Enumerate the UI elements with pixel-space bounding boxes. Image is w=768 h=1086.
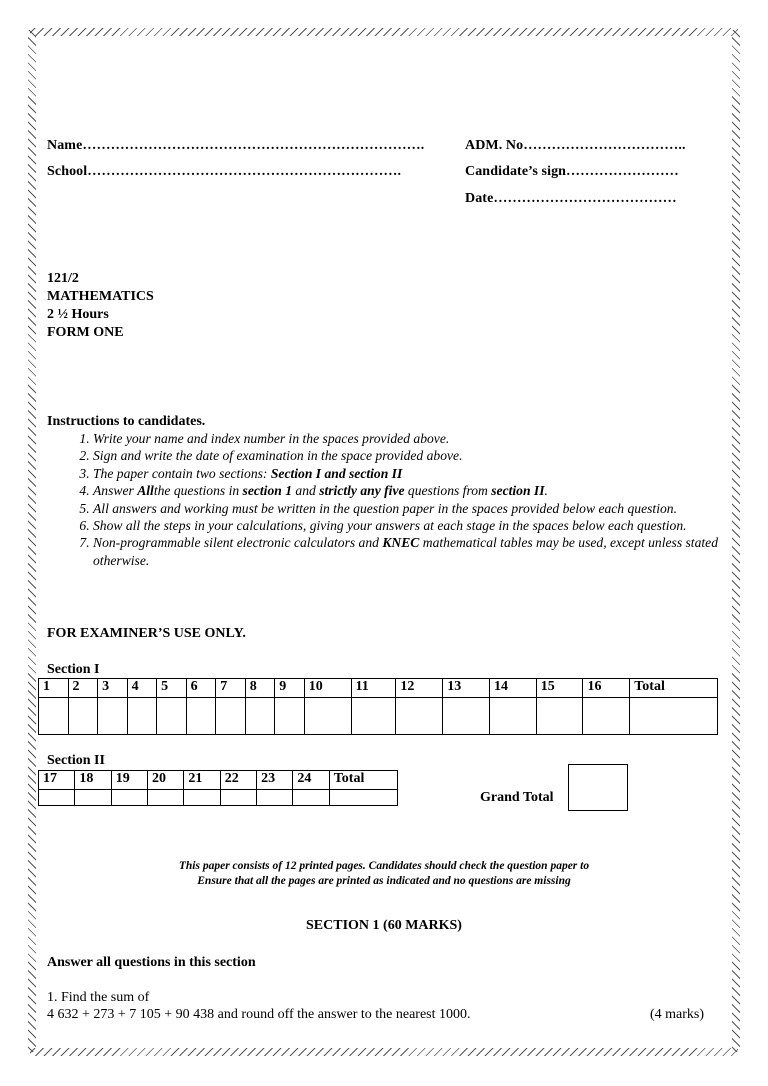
score-cell[interactable]	[98, 698, 128, 735]
table-header-cell: 24	[293, 771, 329, 790]
instruction-item: 5. All answers and working must be written in the question paper in the spaces provided below each question.	[93, 500, 763, 517]
section1-table-label: Section I	[47, 662, 100, 677]
grand-total-label: Grand Total	[480, 790, 554, 805]
table-header-cell: 14	[489, 679, 536, 698]
instructions-title: Instructions to candidates.	[47, 414, 206, 429]
table-header-cell: 21	[184, 771, 220, 790]
score-cell[interactable]	[396, 698, 443, 735]
score-cell[interactable]	[443, 698, 490, 735]
score-cell[interactable]	[329, 790, 397, 806]
printed-pages-note-line1: This paper consists of 12 printed pages. Candidates should check the question paper to	[178, 860, 590, 872]
section1-score-table	[38, 678, 718, 735]
instruction-item: 2. Sign and write the date of examination in the space provided above.	[93, 447, 763, 464]
score-cell[interactable]	[630, 698, 718, 735]
score-cell[interactable]	[257, 790, 293, 806]
subject-name: MATHEMATICS	[47, 289, 154, 304]
table-header-cell: 6	[186, 679, 216, 698]
score-cell[interactable]	[157, 698, 187, 735]
candidate-sign-field-label: Candidate’s sign……………………	[465, 164, 679, 179]
subject-block	[47, 270, 154, 342]
score-cell[interactable]	[68, 698, 98, 735]
score-cell[interactable]	[489, 698, 536, 735]
page-border-top	[30, 28, 738, 36]
table-header-cell: 12	[396, 679, 443, 698]
table-header-cell: 20	[148, 771, 184, 790]
table-header-cell: 1	[39, 679, 69, 698]
instruction-item: 4. Answer Allthe questions in section 1 and strictly any five questions from section II.	[93, 482, 763, 499]
score-cell[interactable]	[39, 698, 69, 735]
table-header-cell: 3	[98, 679, 128, 698]
table-header-cell: 23	[257, 771, 293, 790]
table-header-cell: 16	[583, 679, 630, 698]
table-header-cell: 5	[157, 679, 187, 698]
table-header-cell: 7	[216, 679, 246, 698]
instruction-item: 3. The paper contain two sections: Section I and section II	[93, 465, 763, 482]
instructions-list	[47, 430, 763, 569]
table-header-cell: 10	[304, 679, 351, 698]
table-header-cell: 4	[127, 679, 157, 698]
form-level: FORM ONE	[47, 325, 124, 340]
score-cell[interactable]	[111, 790, 147, 806]
table-header-cell: 15	[536, 679, 583, 698]
table-header-cell: Total	[630, 679, 718, 698]
page-border-bottom	[30, 1048, 738, 1056]
table-header-cell: 22	[220, 771, 256, 790]
score-cell[interactable]	[293, 790, 329, 806]
table-header-cell: 13	[443, 679, 490, 698]
score-cell[interactable]	[583, 698, 630, 735]
score-cell[interactable]	[75, 790, 111, 806]
examiner-use-title: FOR EXAMINER’S USE ONLY.	[47, 626, 246, 641]
score-cell[interactable]	[351, 698, 396, 735]
table-header-cell: 2	[68, 679, 98, 698]
table-header-cell: 8	[245, 679, 275, 698]
score-cell[interactable]	[536, 698, 583, 735]
adm-number-field-label: ADM. No……………………………..	[465, 138, 686, 153]
score-cell[interactable]	[275, 698, 305, 735]
table-header-row	[39, 679, 718, 698]
table-header-cell: 18	[75, 771, 111, 790]
table-header-row	[39, 771, 398, 790]
question1-line1: 1. Find the sum of	[47, 990, 150, 1005]
school-field-label: School………………………………………………………….	[47, 164, 402, 179]
question1-marks: (4 marks)	[650, 1007, 705, 1022]
score-cell[interactable]	[186, 698, 216, 735]
score-cell[interactable]	[245, 698, 275, 735]
paper-code: 121/2	[47, 271, 79, 286]
score-cell[interactable]	[304, 698, 351, 735]
section1-title: SECTION 1 (60 MARKS)	[306, 918, 462, 933]
instruction-item: 1. Write your name and index number in the spaces provided above.	[93, 430, 763, 447]
table-header-cell: 11	[351, 679, 396, 698]
score-cell[interactable]	[220, 790, 256, 806]
instruction-item: 7. Non-programmable silent electronic calculators and KNEC mathematical tables may be used, except unless stated otherwise.	[93, 534, 763, 569]
score-entry-row	[39, 698, 718, 735]
paper-duration: 2 ½ Hours	[47, 307, 109, 322]
section2-score-table	[38, 770, 398, 806]
question1-line2: 4 632 + 273 + 7 105 + 90 438 and round off the answer to the nearest 1000.	[47, 1007, 471, 1022]
grand-total-box[interactable]	[568, 764, 628, 811]
page-border-left	[28, 30, 36, 1052]
score-cell[interactable]	[148, 790, 184, 806]
table-header-cell: 17	[39, 771, 75, 790]
instruction-item: 6. Show all the steps in your calculations, giving your answers at each stage in the spaces below each question.	[93, 517, 763, 534]
score-cell[interactable]	[39, 790, 75, 806]
table-header-cell: 9	[275, 679, 305, 698]
table-header-cell: Total	[329, 771, 397, 790]
printed-pages-note-line2: Ensure that all the pages are printed as indicated and no questions are missing	[197, 875, 571, 887]
score-cell[interactable]	[184, 790, 220, 806]
section1-instruction: Answer all questions in this section	[47, 955, 256, 970]
score-cell[interactable]	[216, 698, 246, 735]
name-field-label: Name……………………………………………………………….	[47, 138, 425, 153]
section2-table-label: Section II	[47, 753, 105, 768]
table-header-cell: 19	[111, 771, 147, 790]
date-field-label: Date…………………………………	[465, 191, 677, 206]
score-entry-row	[39, 790, 398, 806]
score-cell[interactable]	[127, 698, 157, 735]
